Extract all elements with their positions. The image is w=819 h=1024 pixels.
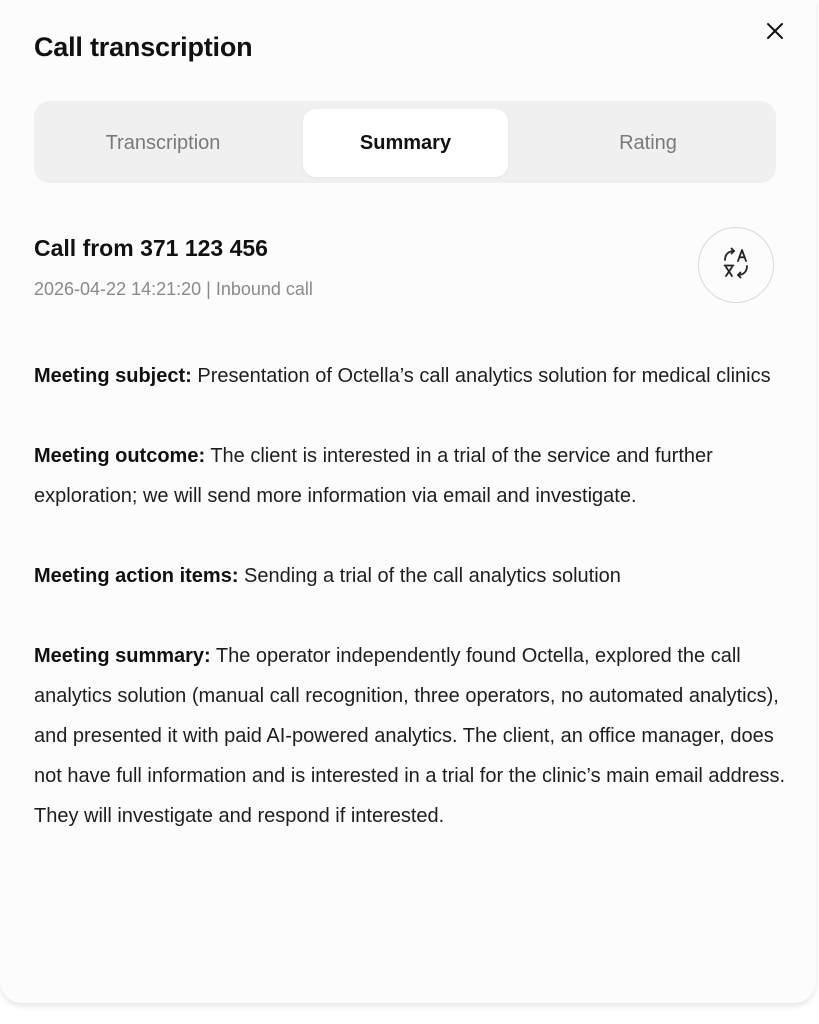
meeting-summary-section xyxy=(34,356,794,876)
tab-transcription[interactable]: Transcription xyxy=(105,131,221,154)
call-meta: 2026-04-22 14:21:20 | Inbound call xyxy=(34,279,313,299)
call-heading: Call from 371 123 456 xyxy=(34,235,268,261)
meeting-action-items-text: Sending a trial of the call analytics solution xyxy=(238,565,621,587)
close-icon xyxy=(765,21,785,46)
meeting-action-items-label: Meeting action items: xyxy=(34,565,239,587)
meeting-outcome xyxy=(34,436,794,516)
translate-icon xyxy=(718,245,754,286)
tab-bar xyxy=(34,101,776,183)
meeting-action-items xyxy=(34,556,794,596)
meeting-outcome-label: Meeting outcome: xyxy=(34,445,206,467)
tab-rating[interactable]: Rating xyxy=(619,131,677,154)
meeting-subject xyxy=(34,356,794,396)
meeting-summary-label: Meeting summary: xyxy=(34,645,211,667)
close-button[interactable] xyxy=(758,16,792,50)
meeting-outcome-text: The client is interested in a trial of the service and further exploration; we will send more information via email and investigate. xyxy=(34,445,713,507)
meeting-subject-label: Meeting subject: xyxy=(34,365,192,387)
meeting-summary xyxy=(34,636,794,836)
dialog-title: Call transcription xyxy=(34,32,253,62)
translate-button[interactable] xyxy=(698,227,774,303)
tab-summary[interactable]: Summary xyxy=(303,109,508,177)
meeting-summary-text: The operator independently found Octella, explored the call analytics solution (manual call recognition, three operators, no automated analytics), and presented it with paid AI-powered analytics. The client, an office manager, does not have full information and is interested in a trial for the clinic’s main email address. They will investigate and respond if interested. xyxy=(34,645,786,827)
meeting-subject-text: Presentation of Octella’s call analytics solution for medical clinics xyxy=(191,365,771,387)
